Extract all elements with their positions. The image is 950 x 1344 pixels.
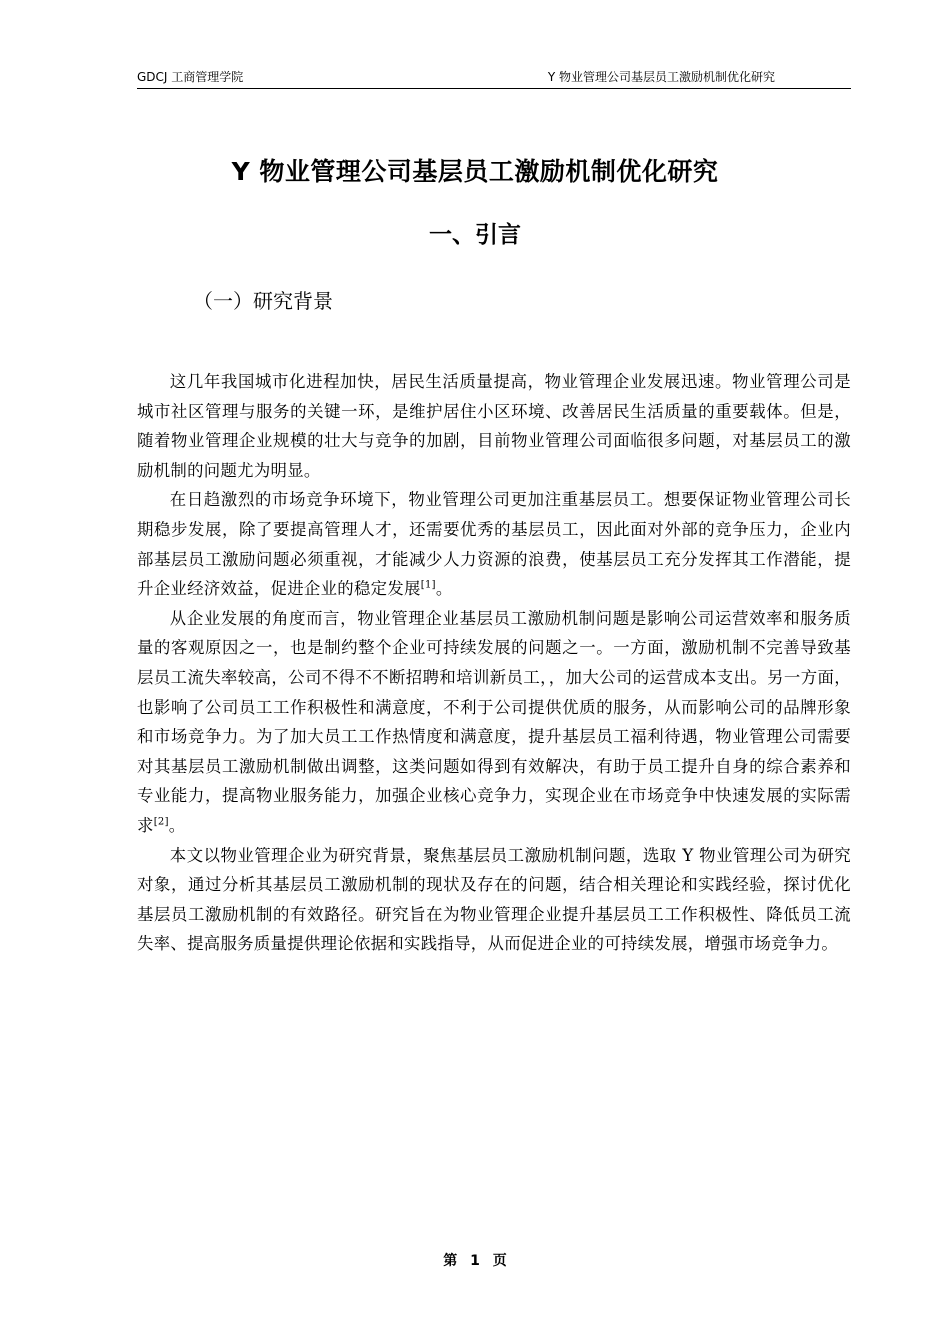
- paragraph-tail: 。: [168, 815, 186, 835]
- citation[interactable]: [2]: [153, 816, 169, 828]
- subsection-heading: （一）研究背景: [193, 289, 333, 313]
- section-heading: 一、引言: [429, 222, 521, 248]
- citation[interactable]: [1]: [420, 579, 436, 591]
- paragraph-tail: 。: [435, 579, 453, 599]
- paragraph: [137, 367, 851, 485]
- page-prefix: 第: [443, 1253, 458, 1269]
- paragraph: [137, 841, 851, 959]
- page-number: 1: [470, 1253, 480, 1269]
- paragraph-text: 这几年我国城市化进程加快，居民生活质量提高，物业管理企业发展迅速。物业管理公司是城市社区管理与服务的关键一环，是维护居住小区环境、改善居民生活质量的重要载体。但是，随着物业管理企业规模的壮大与竞争的加剧，目前物业管理公司面临很多问题，对基层员工的激励机制的问题尤为明显。: [137, 372, 851, 480]
- paragraph: [137, 485, 851, 603]
- page-footer: [0, 1250, 950, 1270]
- paragraph: [137, 604, 851, 841]
- document-title: Y 物业管理公司基层员工激励机制优化研究: [231, 157, 719, 186]
- paragraph-text: 本文以物业管理企业为研究背景，聚焦基层员工激励机制问题，选取 Y 物业管理公司为研究对象，通过分析其基层员工激励机制的现状及存在的问题，结合相关理论和实践经验，探讨优化基层员工激励机制的有效路径。研究旨在为物业管理企业提升基层员工工作积极性、降低员工流失率、提高服务质量提供理论依据和实践指导，从而促进企业的可持续发展，增强市场竞争力。: [137, 845, 851, 954]
- body-text: [137, 367, 851, 959]
- paragraph-text: 从企业发展的角度而言，物业管理企业基层员工激励机制问题是影响公司运营效率和服务质量的客观原因之一，也是制约整个企业可持续发展的问题之一。一方面，激励机制不完善导致基层员工流失率较高，公司不得不不断招聘和培训新员工，，加大公司的运营成本支出。另一方面，也影响了公司员工工作积极性和满意度，不利于公司提供优质的服务，从而影响公司的品牌形象和市场竞争力。为了加大员工工作热情度和满意度，提升基层员工福利待遇，物业管理公司需要对其基层员工激励机制做出调整，这类问题如得到有效解决，有助于员工提升自身的综合素养和专业能力，提高物业服务能力，加强企业核心竞争力，实现企业在市场竞争中快速发展的实际需求: [137, 608, 851, 835]
- header-school: GDCJ 工商管理学院: [137, 70, 244, 84]
- header-title: Y 物业管理公司基层员工激励机制优化研究: [547, 70, 775, 84]
- page-suffix: 页: [492, 1253, 507, 1269]
- paragraph-text: 在日趋激烈的市场竞争环境下，物业管理公司更加注重基层员工。想要保证物业管理公司长期稳步发展，除了要提高管理人才，还需要优秀的基层员工，因此面对外部的竞争压力，企业内部基层员工激励问题必须重视，才能减少人力资源的浪费，使基层员工充分发挥其工作潜能，提升企业经济效益，促进企业的稳定发展: [137, 490, 851, 599]
- running-header: [137, 68, 851, 89]
